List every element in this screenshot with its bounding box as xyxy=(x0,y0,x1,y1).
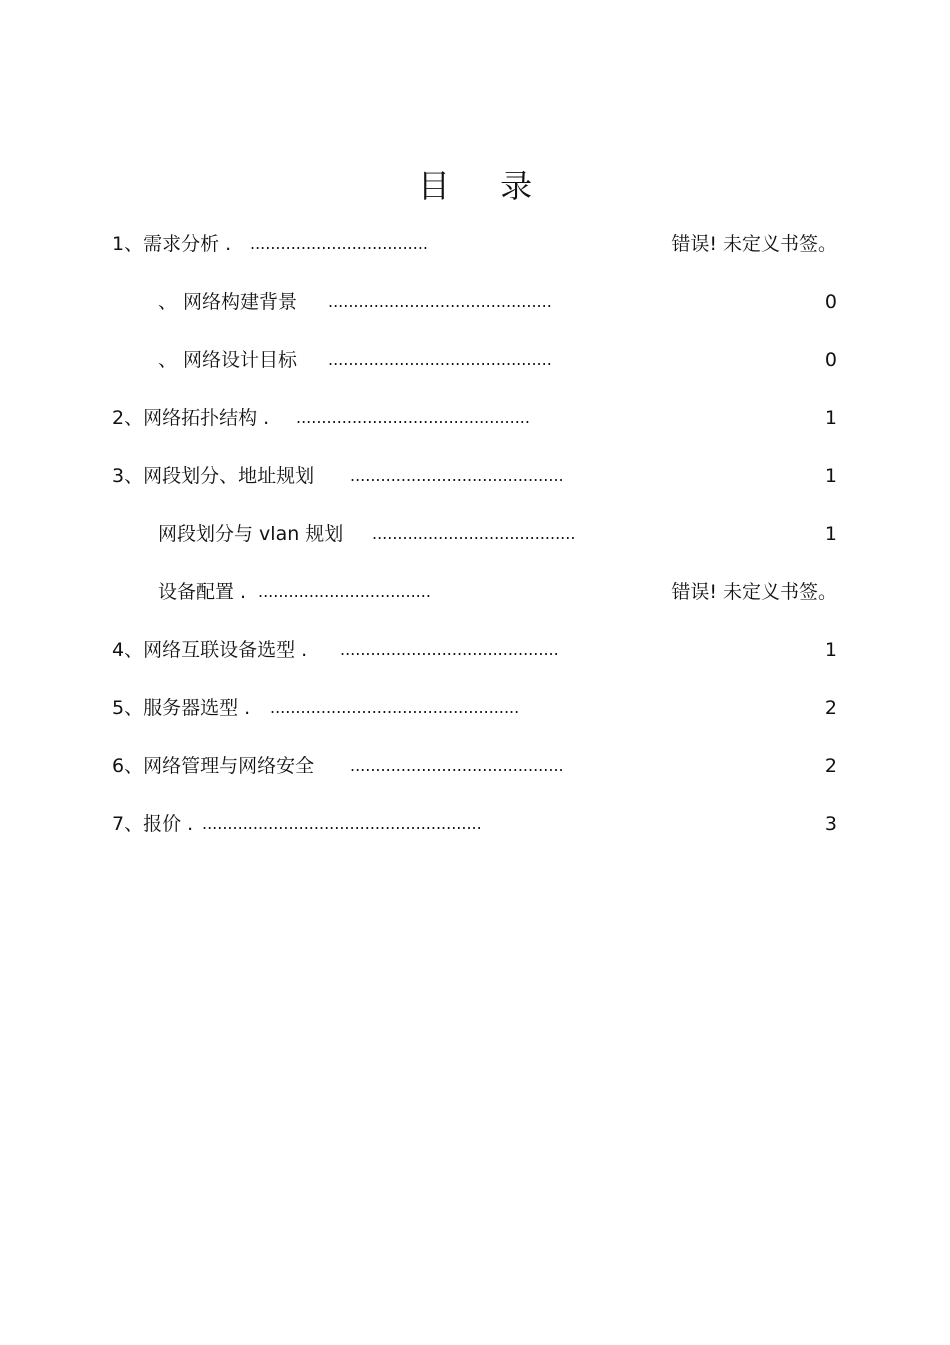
toc-leader-dots: ........................................... xyxy=(340,640,559,659)
toc-entry-page: 0 xyxy=(824,291,837,313)
toc-entry-label: 设备配置 . xyxy=(158,581,247,603)
toc-leader-dots: ............................................ xyxy=(328,292,552,311)
toc-entry-label: 、 网络设计目标 xyxy=(158,349,298,371)
toc-entry[interactable] xyxy=(0,635,950,665)
toc-leader-dots: .......................................... xyxy=(350,466,564,485)
toc-entry-label: 7、报价 . xyxy=(112,813,194,835)
toc-entry-label: 6、网络管理与网络安全 xyxy=(112,755,315,777)
toc-leader-dots: ................................................. xyxy=(270,698,520,717)
toc-entry[interactable] xyxy=(0,345,950,375)
toc-entry-label: 1、需求分析 . xyxy=(112,233,232,255)
toc-entry-label: 3、网段划分、地址规划 xyxy=(112,465,315,487)
toc-entry[interactable] xyxy=(0,577,950,607)
toc-entry-page: 错误! 未定义书签。 xyxy=(671,233,837,255)
toc-entry[interactable] xyxy=(0,519,950,549)
toc-entry-page: 1 xyxy=(824,639,837,661)
toc-entry[interactable] xyxy=(0,809,950,839)
toc-title: 目 录 xyxy=(417,167,553,205)
toc-leader-dots: ................................... xyxy=(250,234,429,253)
toc-entry-page: 2 xyxy=(824,697,837,719)
toc-entry[interactable] xyxy=(0,751,950,781)
toc-entry[interactable] xyxy=(0,287,950,317)
toc-entry[interactable] xyxy=(0,461,950,491)
toc-leader-dots: .................................. xyxy=(258,582,431,601)
toc-leader-dots: ........................................ xyxy=(372,524,576,543)
toc-entry-page: 1 xyxy=(824,523,837,545)
toc-entry-label: 网段划分与 vlan 规划 xyxy=(158,523,344,545)
toc-entry[interactable] xyxy=(0,693,950,723)
toc-entry-label: 5、服务器选型 . xyxy=(112,697,251,719)
toc-leader-dots: ....................................................... xyxy=(202,814,482,833)
toc-entry-page: 2 xyxy=(824,755,837,777)
toc-entry-label: 4、网络互联设备选型 . xyxy=(112,639,308,661)
toc-entry-label: 、 网络构建背景 xyxy=(158,291,298,313)
toc-entry-page: 3 xyxy=(824,813,837,835)
toc-leader-dots: .............................................. xyxy=(296,408,530,427)
toc-leader-dots: .......................................... xyxy=(350,756,564,775)
toc-entry[interactable] xyxy=(0,403,950,433)
toc-entry-label: 2、网络拓扑结构 . xyxy=(112,407,270,429)
toc-entry-page: 0 xyxy=(824,349,837,371)
toc-entry-page: 1 xyxy=(824,407,837,429)
toc-leader-dots: ............................................ xyxy=(328,350,552,369)
toc-entry[interactable] xyxy=(0,229,950,259)
toc-entry-page: 错误! 未定义书签。 xyxy=(671,581,837,603)
toc-entry-page: 1 xyxy=(824,465,837,487)
